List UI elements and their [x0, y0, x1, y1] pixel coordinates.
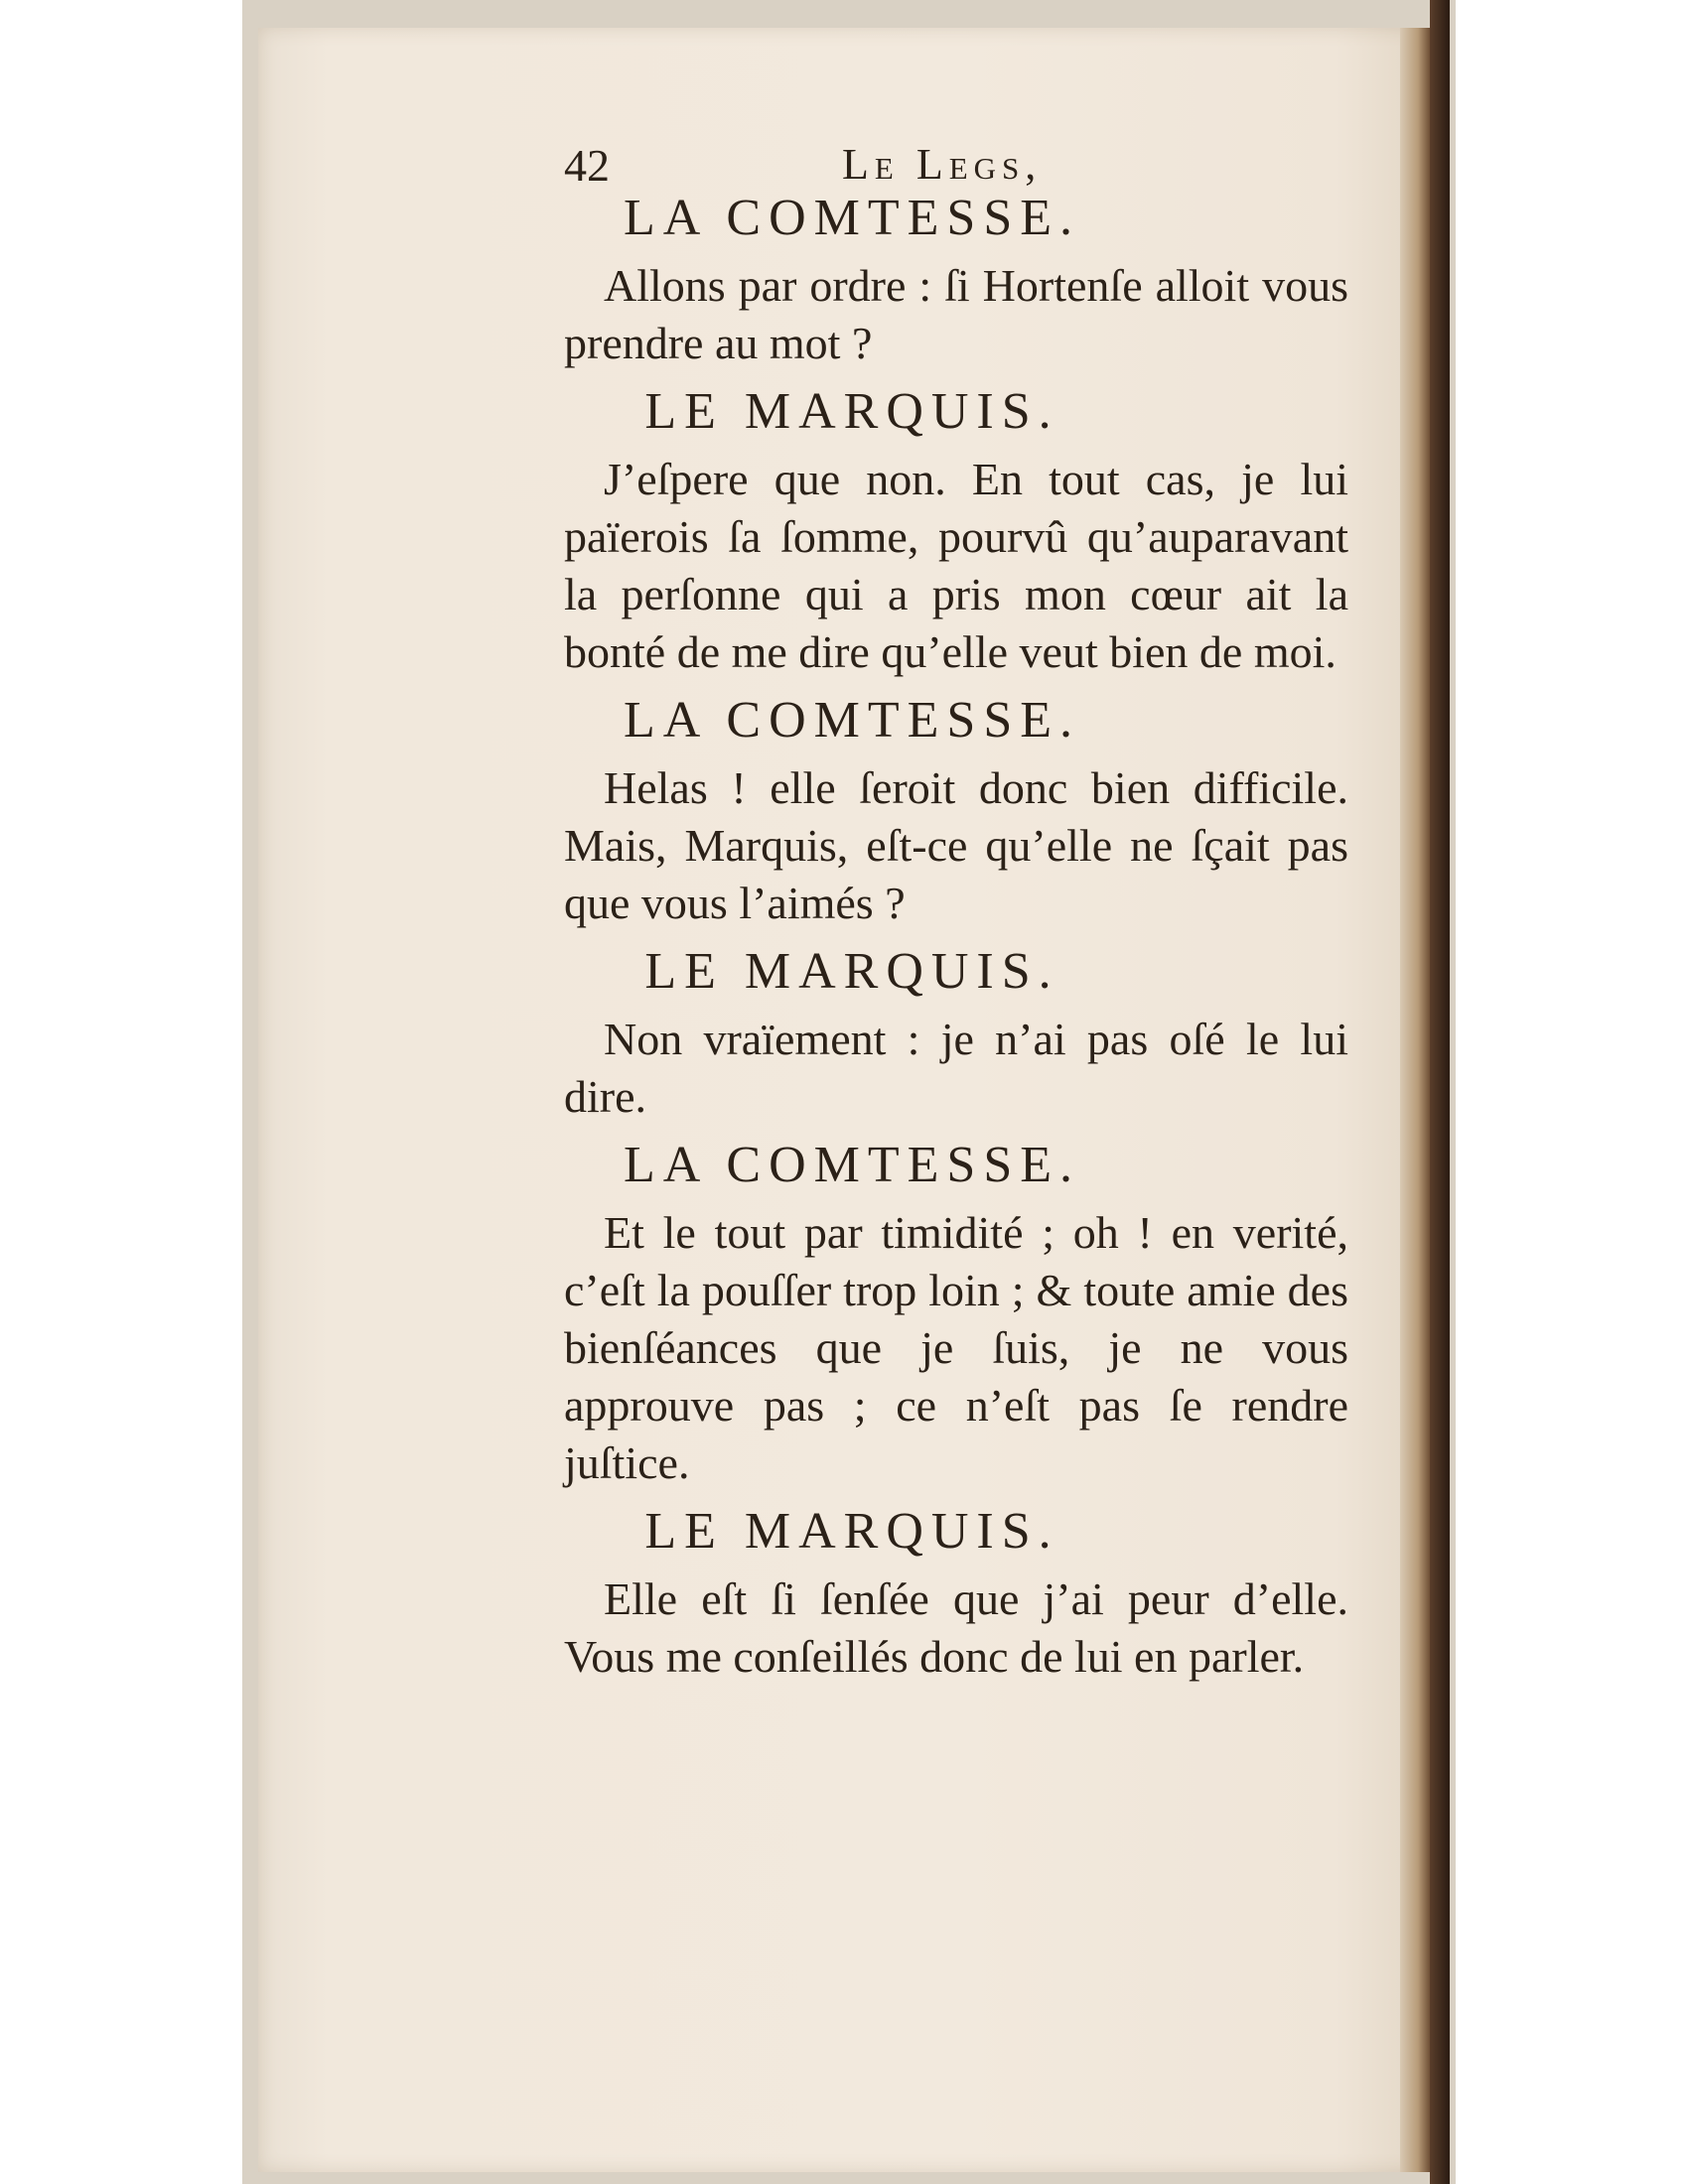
speech: [316, 451, 1388, 681]
speech: [316, 1204, 1388, 1492]
page-gutter-shadow: [1400, 28, 1430, 2172]
dialogue-block: [316, 382, 1388, 681]
running-head: [316, 109, 1388, 191]
book-spine-edge: [1430, 0, 1450, 2184]
speaker-name: LE MARQUIS.: [644, 1503, 1059, 1560]
speech: [316, 759, 1388, 932]
speaker-name: LA COMTESSE.: [623, 692, 1081, 749]
dialogue-block: [316, 691, 1388, 932]
speech-line: Et le tout par timidité ; oh ! en verité, c’eſt la pouſſer trop loin ; & toute amie des bienſéances que je ſuis, je ne vous approuve pas ; ce n’eſt pas ſe rendre juſtice.: [564, 1207, 1348, 1488]
speech-line: Non vraïement : je n’ai pas oſé le lui dire.: [564, 1014, 1348, 1122]
speech: [316, 1011, 1388, 1126]
dialogue-block: [316, 942, 1388, 1126]
running-title: Le Legs,: [842, 140, 1043, 189]
speaker-name: LE MARQUIS.: [644, 383, 1059, 440]
speaker-name: LE MARQUIS.: [644, 943, 1059, 1000]
speaker-name: LA COMTESSE.: [623, 1137, 1081, 1193]
dialogue-block: [316, 1502, 1388, 1686]
page-number: 42: [564, 140, 610, 191]
speech: [316, 257, 1388, 372]
dialogue-block: [316, 1136, 1388, 1492]
speech-line: Allons par ordre : ſi Hortenſe alloit vous prendre au mot ?: [564, 260, 1348, 368]
speech-line: Elle eſt ſi ſenſée que j’ai peur d’elle. Vous me conſeillés donc de lui en parler.: [564, 1573, 1348, 1682]
speech: [316, 1570, 1388, 1686]
speaker-name: LA COMTESSE.: [623, 190, 1081, 246]
dialogue-block: [316, 189, 1388, 372]
page-text-block: [316, 109, 1388, 1696]
speech-line: Helas ! elle ſeroit donc bien difficile. Mais, Marquis, eſt-ce qu’elle ne ſçait pas que vous l’aimés ?: [564, 762, 1348, 928]
speech-line: J’eſpere que non. En tout cas, je lui païerois ſa ſomme, pourvû qu’auparavant la perſonne qui a pris mon cœur ait la bonté de me dire qu’elle veut bien de moi.: [564, 454, 1348, 677]
